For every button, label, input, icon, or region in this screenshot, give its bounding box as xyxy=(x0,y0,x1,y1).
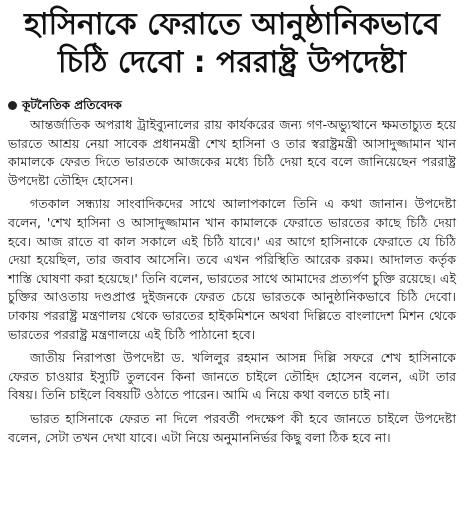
headline xyxy=(8,6,456,82)
paragraph-1: আন্তর্জাতিক অপরাধ ট্রাইব্যুনালের রায় কার্যকরের জন্য গণ-অভ্যুত্থানে ক্ষমতাচ্যুত হয়ে ভারতে আশ্রয় নেয়া সাবেক প্রধানমন্ত্রী শেখ হাসিনা ও তার স্বরাষ্ট্রমন্ত্রী আসাদুজ্জামান খান কামালকে ফেরত দিতে ভারতকে আজকের মধ্যে চিঠি দেয়া হবে বলে জানিয়েছেন পররাষ্ট্র উপদেষ্টা তৌহিদ হোসেন। xyxy=(8,117,456,188)
paragraph-4: ভারত হাসিনাকে ফেরত না দিলে পরবর্তী পদক্ষেপ কী হবে জানতে চাইলে উপদেষ্টা বলেন, সেটা তখন দেখা যাবে। এটা নিয়ে অনুমাননির্ভর কিছু বলা ঠিক হবে না। xyxy=(8,410,456,445)
headline-line-1: হাসিনাকে ফেরাতে আনুষ্ঠানিকভাবে xyxy=(24,7,440,42)
paragraph-3: জাতীয় নিরাপত্তা উপদেষ্টা ড. খলিলুর রহমান আসন্ন দিল্লি সফরে শেখ হাসিনাকে ফেরত চাওয়ার ইস্যুটি তুলবেন কিনা জানতে চাইলে তৌহিদ হোসেন বলেন, এটা তার বিষয়। তিনি চাইলে বিষয়টি ওঠাতে পারেন। আমি এ নিয়ে কথা বলতে চাই না। xyxy=(8,350,456,403)
article-body xyxy=(8,116,456,447)
byline-text: কূটনৈতিক প্রতিবেদক xyxy=(22,98,122,112)
bullet-icon xyxy=(8,101,17,110)
headline-line-2: চিঠি দেবো : পররাষ্ট্র উপদেষ্টা xyxy=(58,45,406,80)
byline xyxy=(8,96,456,114)
paragraph-2: গতকাল সন্ধ্যায় সাংবাদিকদের সাথে আলাপকালে তিনি এ কথা জানান। উপদেষ্টা বলেন, 'শেখ হাসিনা ও আসাদুজ্জামান খান কামালকে ফেরাতে ভারতের কাছে চিঠি দেয়া হবে। আজ রাতে বা কাল সকালে এই চিঠি যাবে।' এর আগে হাসিনাকে ফেরাতে যে চিঠি দেয়া হয়েছিল, তার জবাব আসেনি। তবে এখন পরিস্থিতি আরেক রকম। আদালত কর্তৃক শাস্তি ঘোষণা করা হয়েছে।' তিনি বলেন, ভারতের সাথে আমাদের প্রত্যর্পণ চুক্তি রয়েছে। এই চুক্তির আওতায় দণ্ডপ্রাপ্ত দুইজনকে ফেরত চেয়ে ভারতকে আনুষ্ঠানিকভাবে চিঠি দেবো। ঢাকায় পররাষ্ট্র মন্ত্রণালয় থেকে ভারতের হাইকমিশনে অথবা দিল্লিতে বাংলাদেশ মিশন থেকে ভারতের পররাষ্ট্র মন্ত্রণালয়ে এই চিঠি পাঠানো হবে। xyxy=(8,196,456,342)
